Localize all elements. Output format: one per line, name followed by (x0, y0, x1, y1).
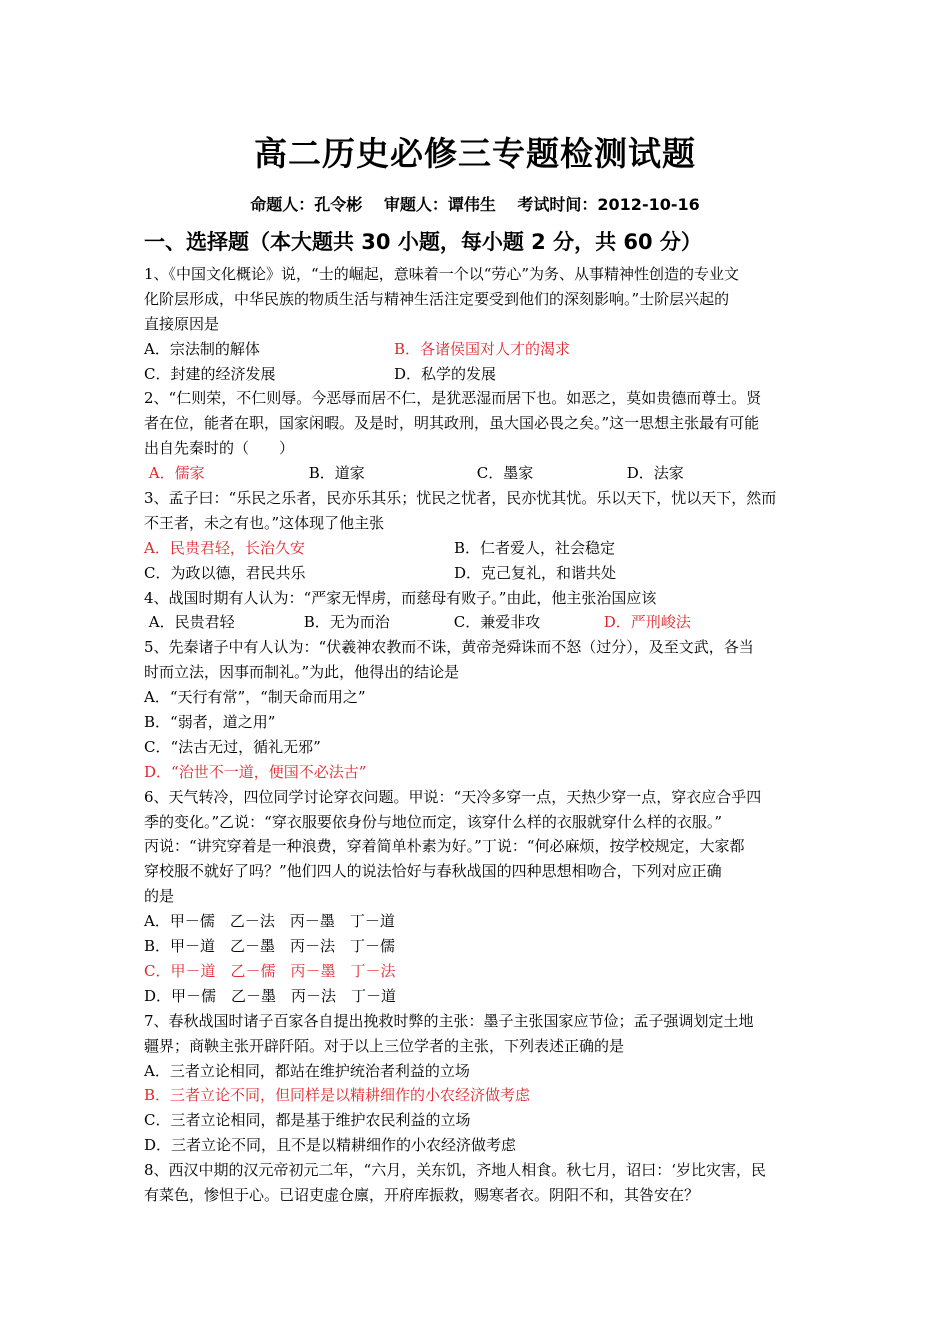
option-a: A．甲－儒 乙－法 丙－墨 丁－道 (144, 912, 395, 931)
option-row (144, 362, 812, 387)
exam-time-label: 考试时间：2012-10-16 (517, 195, 700, 214)
option-row (144, 461, 812, 486)
question-text: 者在位，能者在职，国家闲暇。及是时，明其政刑，虽大国必畏之矣。”这一思想主张最有可能 (144, 414, 760, 433)
option-d-answer: D．严刑峻法 (603, 613, 691, 632)
option-row (144, 610, 812, 635)
option-b-answer: B．三者立论不同，但同样是以精耕细作的小农经济做考虑 (144, 1086, 531, 1105)
question-text: 穿校服不就好了吗？”他们四人的说法恰好与春秋战国的四种思想相吻合，下列对应正确 (144, 862, 722, 881)
option-d: D．克己复礼，和谐共处 (454, 563, 617, 582)
reviewer-label: 审题人：谭伟生 (383, 195, 496, 214)
question-text: 直接原因是 (144, 314, 220, 333)
question-text: 4、战国时期有人认为：“严家无悍虏，而慈母有败子。”由此，他主张治国应该 (144, 588, 657, 607)
option-b: B．无为而治 (303, 613, 390, 632)
question-text: 出自先秦时的（ ） (144, 439, 295, 458)
option-a-answer: A．儒家 (148, 464, 205, 483)
question-text: 化阶层形成，中华民族的物质生活与精神生活注定要受到他们的深刻影响。”士阶层兴起的 (144, 289, 730, 308)
question-text: 有菜色，惨怛于心。已诏吏虚仓廪，开府库振救，赐寒者衣。阴阳不和，其咎安在？ (144, 1185, 700, 1204)
exam-meta (0, 192, 950, 215)
option-a: A．三者立论相同，都站在维护统治者利益的立场 (144, 1061, 470, 1080)
section-title: 一、选择题（本大题共 30 小题，每小题 2 分，共 60 分） (144, 230, 702, 254)
option-a: A．民贵君轻 (148, 613, 235, 632)
question-text: 丙说：“讲究穿着是一种浪费，穿着简单朴素为好。”丁说：“何必麻烦，按学校规定，大家都 (144, 837, 745, 856)
question-text: 疆界；商鞅主张开辟阡陌。对于以上三位学者的主张，下列表述正确的是 (144, 1036, 625, 1055)
question-text: 的是 (144, 887, 175, 906)
option-row (144, 337, 812, 362)
option-d: D．私学的发展 (394, 364, 497, 383)
option-c: C．为政以德，君民共乐 (144, 563, 306, 582)
question-text: 5、先秦诸子中有人认为：“伏羲神农教而不诛，黄帝尧舜诛而不怒（过分），及至文武，各当 (144, 638, 754, 657)
option-c: C．“法古无过，循礼无邪” (144, 737, 321, 756)
option-b: B．仁者爱人，社会稳定 (454, 538, 616, 557)
page-title: 高二历史必修三专题检测试题 (254, 134, 696, 173)
question-text: 3、孟子曰：“乐民之乐者，民亦乐其乐；忧民之忧者，民亦忧其忧。乐以天下，忧以天下，然而 (144, 489, 777, 508)
option-d-answer: D．“治世不一道，便国不必法古” (144, 762, 367, 781)
option-d: D．甲－儒 乙－墨 丙－法 丁－道 (144, 986, 397, 1005)
question-text: 7、春秋战国时诸子百家各自提出挽救时弊的主张：墨子主张国家应节俭；孟子强调划定土地 (144, 1011, 754, 1030)
question-text: 1、《中国文化概论》说，“士的崛起，意味着一个以“劳心”为务、从事精神性创造的专业文 (144, 265, 740, 283)
option-c: C．墨家 (476, 464, 534, 483)
option-c-answer: C．甲－道 乙－儒 丙－墨 丁－法 (144, 961, 396, 980)
option-a: A．宗法制的解体 (144, 339, 260, 358)
option-row (144, 536, 812, 561)
question-list (144, 262, 812, 1208)
option-c: C．兼爱非攻 (453, 613, 541, 632)
option-b: B．“弱者，道之用” (144, 713, 276, 732)
question-text: 不王者，未之有也。”这体现了他主张 (144, 513, 385, 532)
author-label: 命题人：孔令彬 (250, 195, 363, 214)
question-text: 8、西汉中期的汉元帝初元二年，“六月，关东饥，齐地人相食。秋七月，诏曰：‘岁比灾害，民 (144, 1161, 766, 1180)
option-d: D．法家 (626, 464, 684, 483)
option-c: C．三者立论相同，都是基于维护农民利益的立场 (144, 1111, 471, 1130)
option-d: D．三者立论不同，且不是以精耕细作的小农经济做考虑 (144, 1136, 517, 1155)
option-b-answer: B．各诸侯国对人才的渴求 (394, 339, 571, 358)
question-text: 季的变化。”乙说：“穿衣服要依身份与地位而定，该穿什么样的衣服就穿什么样的衣服。” (144, 812, 723, 831)
option-a-answer: A．民贵君轻，长治久安 (144, 538, 305, 557)
question-text: 时而立法，因事而制礼。”为此，他得出的结论是 (144, 663, 460, 682)
option-c: C．封建的经济发展 (144, 364, 276, 383)
option-row (144, 561, 812, 586)
option-a: A．“天行有常”，“制天命而用之” (144, 688, 366, 707)
option-b: B．道家 (308, 464, 365, 483)
option-b: B．甲－道 乙－墨 丙－法 丁－儒 (144, 937, 396, 956)
question-text: 2、“仁则荣，不仁则辱。今恶辱而居不仁，是犹恶湿而居下也。如恶之，莫如贵德而尊士。贤 (144, 389, 762, 408)
question-text: 6、天气转冷，四位同学讨论穿衣问题。甲说：“天冷多穿一点，天热少穿一点，穿衣应合乎四 (144, 787, 762, 806)
